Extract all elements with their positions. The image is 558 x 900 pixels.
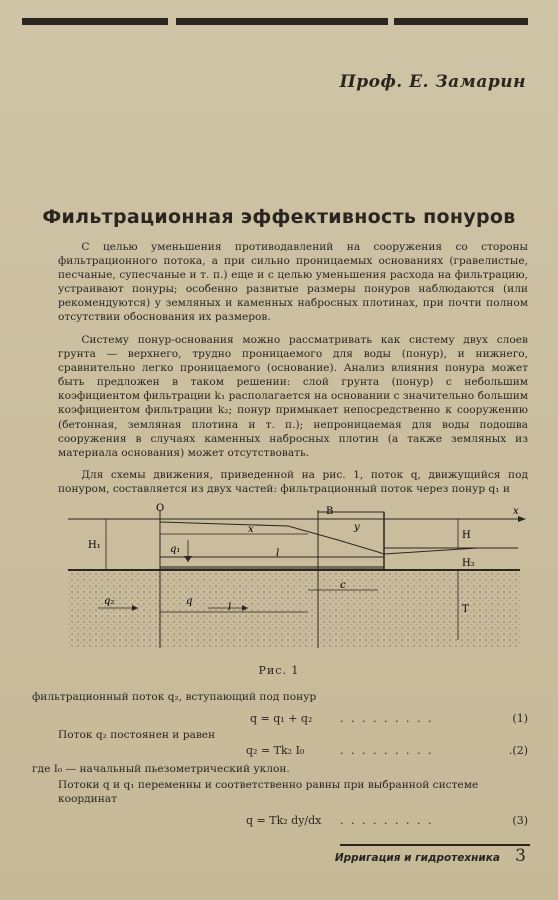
text-line: где I₀ — начальный пьезометрический уклон.	[32, 763, 290, 775]
equation-dots: . . . . . . . . .	[340, 712, 434, 725]
header-rule	[176, 18, 388, 25]
label-O: O	[156, 503, 165, 514]
label-H2: H₂	[462, 558, 475, 569]
label-B: B	[326, 506, 334, 517]
journal-name: Ирригация и гидротехника	[334, 852, 500, 864]
text-line: Поток q₂ постоянен и равен	[58, 729, 216, 741]
author: Проф. Е. Замарин	[339, 72, 526, 92]
label-T: T	[462, 604, 469, 615]
label-x-axis: x	[513, 506, 519, 517]
equation-1: q = q₁ + q₂	[250, 712, 313, 725]
header-rule	[394, 18, 528, 25]
paragraph: С целью уменьшения противодавлений на сооружения со стороны фильтрационного потока, а при сильно проницаемых основаниях (гравелистые, песчаные, супесчаные и т. п.) еще и с целью уменьшения расхода на фильтрацию, устраивают понуры; особенно развитые размеры понуров наблюдаются (или рекомендуются) у земляных и каменных набросных плотинах, при почти полном отсутствии обоснования их размеров.	[58, 241, 528, 324]
paragraph: Для схемы движения, приведенной на рис. 1, поток q, движущийся под понуром, составляется из двух частей: фильтрационный поток через понур q₁ и	[58, 469, 528, 496]
text-line: фильтрационный поток q₂, вступающий под понур	[32, 691, 317, 703]
paragraph: Систему понур-основания можно рассматривать как систему двух слоев грунта — верхнего, трудно проницаемого для воды (понур), и нижнего, сравнительно легко проницаемого (основание). Анализ влияния понура может быть предложен в таком решении: слой грунта (понур) с небольшим коэфициентом фильтрации k₁ располагается на основании с значительно большим коэфициентом фильтрации k₂; понур примыкает непосредственно к сооружению (бетонная, земляная плотина и т. п.); непроницаемая для воды подошва сооружения в случаях каменных набросных плотин (а также земляных из материала основания) может отсутствовать.	[58, 334, 528, 459]
label-y: y	[354, 522, 360, 533]
figure-caption: Рис. 1	[258, 664, 300, 677]
equation-3: q = Tk₂ dy/dx	[246, 814, 322, 827]
label-H1: H₁	[88, 540, 101, 551]
label-q2: q₂	[104, 596, 115, 607]
header-rule	[22, 18, 168, 25]
equation-2: q₂ = Tk₂ I₀	[246, 744, 305, 757]
equation-number-3: (3)	[512, 814, 528, 827]
label-l-small: l	[276, 548, 280, 559]
text-line: Потоки q и q₁ переменны и соответственно равны при выбранной системе координат	[58, 779, 479, 805]
equation-dots: . . . . . . . . .	[340, 814, 434, 827]
page-number: 3	[515, 846, 526, 866]
article-title: Фильтрационная эффективность понуров	[42, 206, 516, 228]
label-c: c	[340, 580, 346, 591]
equation-number-2: .(2)	[508, 744, 528, 757]
equation-number-1: (1)	[512, 712, 528, 725]
label-H: H	[462, 530, 471, 541]
equation-dots: . . . . . . . . .	[340, 744, 434, 757]
label-q1: q₁	[170, 544, 181, 555]
label-q: q	[186, 596, 193, 607]
figure-1	[58, 500, 530, 670]
footer-rule	[340, 844, 530, 846]
label-x: x	[248, 524, 254, 535]
label-l: l	[228, 602, 232, 613]
